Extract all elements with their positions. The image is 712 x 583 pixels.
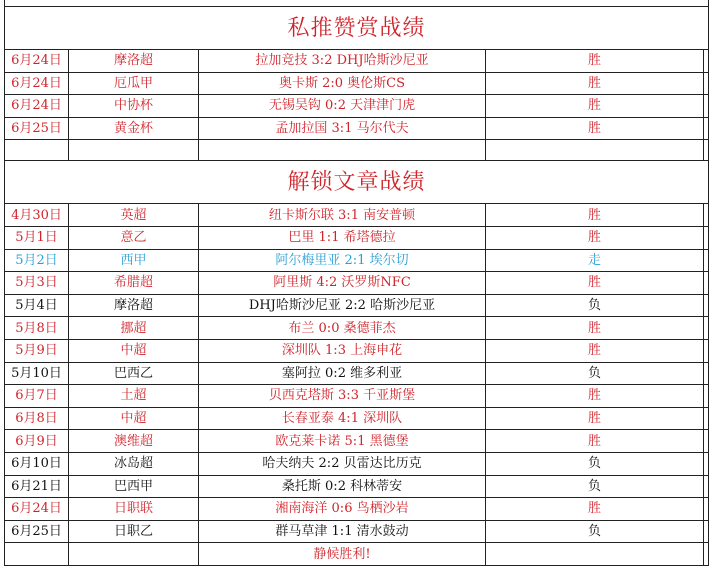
cell-pad [704,498,709,521]
blank-cell [69,140,199,161]
cell-pad [704,294,709,317]
cell-match: 孟加拉国 3:1 马尔代夫 [199,117,486,140]
cell-result: 胜 [486,498,704,521]
cell-date: 5月4日 [5,294,69,317]
cell-match: 哈夫纳夫 2:2 贝雷达比历克 [199,452,486,475]
cell-match: 塞阿拉 0:2 维多利亚 [199,362,486,385]
cell-date: 6月25日 [5,520,69,543]
record-row [5,520,709,543]
cell-match: 贝西克塔斯 3:3 千亚斯堡 [199,385,486,408]
cell-league: 冰岛超 [69,452,199,475]
cell-pad [704,362,709,385]
cell-match: 布兰 0:0 桑德菲杰 [199,317,486,340]
footer-text: 静候胜利! [199,543,486,566]
record-row [5,339,709,362]
cell-date: 5月9日 [5,339,69,362]
cell-pad [704,204,709,227]
cell-result: 胜 [486,226,704,249]
record-row [5,475,709,498]
cell-result: 负 [486,520,704,543]
cell-result: 胜 [486,95,704,118]
cell-match: 阿里斯 4:2 沃罗斯NFC [199,272,486,295]
cell-pad [704,72,709,95]
cell-pad [704,249,709,272]
record-row [5,317,709,340]
cell-result: 胜 [486,117,704,140]
cell-match: 群马草津 1:1 清水鼓动 [199,520,486,543]
cell-result: 走 [486,249,704,272]
record-row [5,452,709,475]
cell-match: 深圳队 1:3 上海申花 [199,339,486,362]
cell-pad [704,272,709,295]
cell-match: DHJ哈斯沙尼亚 2:2 哈斯沙尼亚 [199,294,486,317]
cell-pad [704,407,709,430]
cell-pad [704,520,709,543]
record-row [5,407,709,430]
record-row [5,385,709,408]
cell-league: 日职联 [69,498,199,521]
cell-league: 巴西甲 [69,475,199,498]
blank-cell [199,140,486,161]
cell-league: 中协杯 [69,95,199,118]
cell-date: 6月24日 [5,50,69,73]
cell-league: 中超 [69,407,199,430]
cell-match: 欧克莱卡诺 5:1 黑德堡 [199,430,486,453]
cell-pad [704,430,709,453]
cell-result: 胜 [486,317,704,340]
blank-cell [5,140,69,161]
cell-league: 挪超 [69,317,199,340]
cell-result: 负 [486,475,704,498]
cell-result: 胜 [486,50,704,73]
cell-result: 胜 [486,339,704,362]
cell-date: 6月21日 [5,475,69,498]
cell-match: 湘南海洋 0:6 鸟栖沙岩 [199,498,486,521]
cell-result: 胜 [486,385,704,408]
cell-match: 纽卡斯尔联 3:1 南安普顿 [199,204,486,227]
record-row [5,498,709,521]
cell-result: 胜 [486,407,704,430]
cell-date: 5月8日 [5,317,69,340]
cell-match: 无锡吴钩 0:2 天津津门虎 [199,95,486,118]
cell-league: 黄金杯 [69,117,199,140]
record-row [5,249,709,272]
cell-result: 胜 [486,72,704,95]
cell-pad [704,226,709,249]
cell-date: 6月25日 [5,117,69,140]
cell-date: 5月2日 [5,249,69,272]
section-title-private: 私推赞赏战绩 [5,7,709,50]
cell-result: 胜 [486,272,704,295]
footer-pad-right [486,543,704,566]
blank-row [5,140,709,161]
cell-league: 英超 [69,204,199,227]
blank-cell [704,140,709,161]
cell-result: 负 [486,452,704,475]
record-table [4,0,709,566]
record-row [5,50,709,73]
cell-result: 胜 [486,204,704,227]
cell-result: 负 [486,362,704,385]
cell-league: 摩洛超 [69,294,199,317]
cell-league: 希腊超 [69,272,199,295]
blank-cell [486,140,704,161]
cell-pad [704,50,709,73]
cell-date: 5月10日 [5,362,69,385]
cell-match: 巴里 1:1 希塔德拉 [199,226,486,249]
footer-row [5,543,709,566]
cell-league: 摩洛超 [69,50,199,73]
cell-date: 6月10日 [5,452,69,475]
cell-league: 土超 [69,385,199,408]
cell-date: 6月9日 [5,430,69,453]
cell-match: 拉加竞技 3:2 DHJ哈斯沙尼亚 [199,50,486,73]
record-row [5,294,709,317]
cell-league: 西甲 [69,249,199,272]
record-row [5,72,709,95]
cell-league: 厄瓜甲 [69,72,199,95]
record-row [5,204,709,227]
cell-league: 日职乙 [69,520,199,543]
cell-date: 6月24日 [5,95,69,118]
cell-date: 4月30日 [5,204,69,227]
cell-pad [704,117,709,140]
cell-match: 奥卡斯 2:0 奥伦斯CS [199,72,486,95]
footer-pad-left [5,543,69,566]
cell-pad [704,317,709,340]
cell-date: 5月1日 [5,226,69,249]
cell-result: 负 [486,294,704,317]
section-title-unlock: 解锁文章战绩 [5,161,709,204]
cell-date: 6月8日 [5,407,69,430]
record-row [5,117,709,140]
cell-pad [704,452,709,475]
record-row [5,362,709,385]
cell-date: 6月24日 [5,72,69,95]
cell-date: 6月24日 [5,498,69,521]
cell-match: 阿尔梅里亚 2:1 埃尔切 [199,249,486,272]
cell-league: 意乙 [69,226,199,249]
record-row [5,226,709,249]
footer-pad-mid [69,543,199,566]
cell-pad [704,385,709,408]
cell-league: 巴西乙 [69,362,199,385]
cell-date: 6月7日 [5,385,69,408]
cell-pad [704,475,709,498]
record-row [5,272,709,295]
footer-pad-end [704,543,709,566]
cell-league: 中超 [69,339,199,362]
cell-result: 胜 [486,430,704,453]
cell-match: 长春亚泰 4:1 深圳队 [199,407,486,430]
record-row [5,95,709,118]
cell-match: 桑托斯 0:2 科林蒂安 [199,475,486,498]
cell-pad [704,95,709,118]
record-row [5,430,709,453]
cell-pad [704,339,709,362]
cell-league: 澳维超 [69,430,199,453]
cell-date: 5月3日 [5,272,69,295]
